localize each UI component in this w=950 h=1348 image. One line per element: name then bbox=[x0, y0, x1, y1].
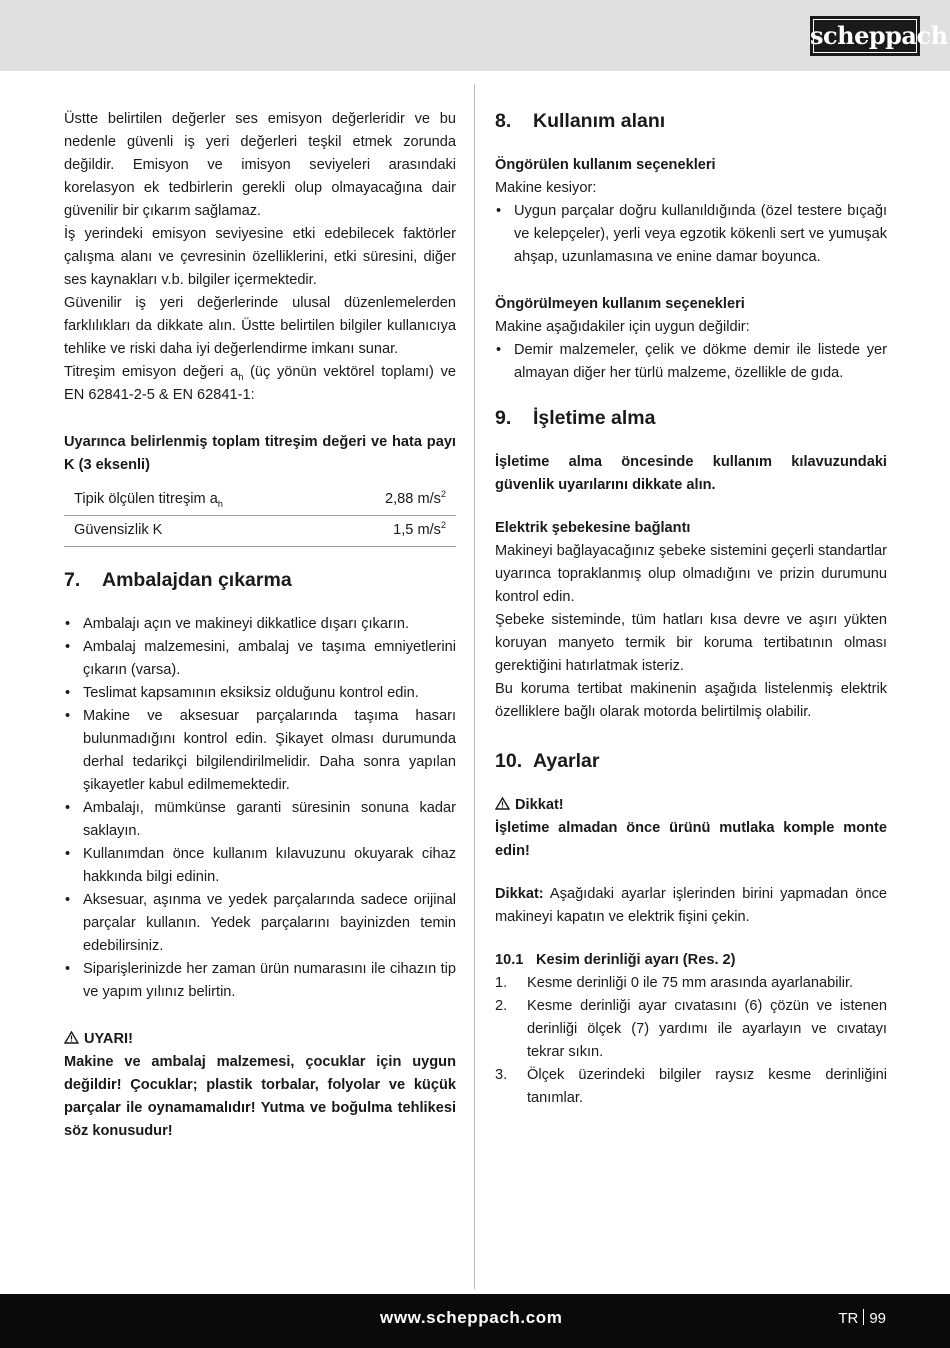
section-number: 7. bbox=[64, 569, 81, 591]
section-number: 8. bbox=[495, 110, 512, 132]
page-number: 99 bbox=[869, 1310, 886, 1327]
page-indicator bbox=[838, 1309, 886, 1327]
electrical-paragraph-2: Şebeke sisteminde, tüm hatları kısa devre ve aşırı yükten koruyan manyeto termik bir koruma tertibatının olması gerektiğini hatırlatmak isteriz. bbox=[495, 612, 887, 674]
left-column bbox=[64, 108, 456, 1143]
intended-use-list bbox=[495, 200, 887, 269]
right-column bbox=[495, 108, 887, 1110]
page-separator bbox=[863, 1309, 864, 1325]
vibration-heading: Uyarınca belirlenmiş toplam titreşim değeri ve hata payı K (3 eksenli) bbox=[64, 434, 456, 473]
vibration-text-a: Titreşim emisyon değeri a bbox=[64, 364, 239, 380]
vibration-table bbox=[64, 485, 456, 547]
electrical-heading: Elektrik şebekesine bağlantı bbox=[495, 520, 691, 536]
section-title: İşletime alma bbox=[533, 407, 656, 429]
subsection-10-1-heading bbox=[495, 949, 887, 972]
section-10-heading bbox=[495, 748, 887, 774]
list-item: • Ambalaj malzemesini, ambalaj ve taşıma emniyetlerini çıkarın (varsa). bbox=[64, 636, 456, 682]
vibration-sub: h bbox=[238, 371, 244, 382]
unpacking-list bbox=[64, 613, 456, 1004]
list-item: 2. Kesme derinliği ayar cıvatasını (6) çözün ve istenen derinliği ölçek (7) yardımı ile ayarlayın ve cıvatayı tekrar sıkın. bbox=[495, 998, 887, 1060]
electrical-paragraph-3: Bu koruma tertibat makinenin aşağıda listelenmiş elektrik özelliklere bağlı olarak motorda belirtilmiş olabilir. bbox=[495, 681, 887, 720]
footer-website-link[interactable]: www.scheppach.com bbox=[380, 1308, 563, 1327]
warning-title: UYARI! bbox=[84, 1031, 133, 1047]
paragraph-factors: İş yerindeki emisyon seviyesine etki edebilecek faktörler çalışma alanı ve çevresinin özelliklerini, etki süresini, diğer ses kaynakları v.b. bilgiler içermektedir. bbox=[64, 226, 456, 288]
list-item: 1. Kesme derinliği 0 ile 75 mm arasında ayarlanabilir. bbox=[495, 975, 854, 991]
caution-text: Aşağıdaki ayarlar işlerinden birini yapmadan önce makineyi kapatın ve elektrik fişini çekin. bbox=[495, 886, 887, 925]
language-code: TR bbox=[838, 1310, 859, 1327]
table-row bbox=[64, 516, 456, 547]
list-item: • Demir malzemeler, çelik ve dökme demir ile listede yer almayan diğer her türlü malzeme, özellikle de gıda. bbox=[495, 339, 887, 385]
list-item: • Aksesuar, aşınma ve yedek parçalarında sadece orijinal parçalar kullanın. Yedek parçalarını bayinizden temin edebilirsiniz. bbox=[64, 889, 456, 958]
intended-use-intro: Makine kesiyor: bbox=[495, 180, 597, 196]
table-cell-value: 2,88 $m/s^2$ bbox=[385, 489, 446, 507]
unintended-use-intro: Makine aşağıdakiler için uygun değildir: bbox=[495, 319, 750, 335]
logo-frame bbox=[813, 19, 917, 53]
intended-use-heading: Öngörülen kullanım seçenekleri bbox=[495, 157, 716, 173]
header-band bbox=[0, 0, 950, 71]
list-item: • Ambalajı açın ve makineyi dikkatlice dışarı çıkarın. bbox=[64, 613, 456, 636]
vibration-text-b: (üç yönün vektörel toplamı) ve EN 62841-2-5 & EN 62841-1: bbox=[64, 364, 456, 403]
paragraph-regulations: Güvenilir iş yeri değerlerinde ulusal düzenlemelerden farklılıkları da dikkate alın. Üstte belirtilen bilgiler kullanıcıya tehlike ve riski daha iyi değerlendirme imkanı sunar. bbox=[64, 295, 456, 357]
unintended-use-list bbox=[495, 339, 887, 385]
electrical-paragraph-1: Makineyi bağlayacağınız şebeke sistemini geçerli standartlar uyarınca topraklanmış olup olmadığını ve prizin durumunu kontrol edin. bbox=[495, 543, 887, 605]
unintended-use-heading: Öngörülmeyen kullanım seçenekleri bbox=[495, 296, 745, 312]
list-item: • Uygun parçalar doğru kullanıldığında (özel testere bıçağı ve kelepçeler), yerli veya egzotik kökenli sert ve yumuşak ahşap, uzunlamasına ve enine damar boyunca. bbox=[495, 200, 887, 269]
list-item: • Kullanımdan önce kullanım kılavuzunu okuyarak cihaz hakkında bilgi edinin. bbox=[64, 843, 456, 889]
section-title: Ayarlar bbox=[533, 750, 600, 772]
warning-icon bbox=[64, 1031, 79, 1044]
footer-bar bbox=[0, 1294, 950, 1348]
attention-title: Dikkat! bbox=[515, 797, 564, 813]
table-row bbox=[64, 485, 456, 516]
caution-note bbox=[495, 883, 887, 929]
warning-heading bbox=[64, 1028, 456, 1051]
table-cell-value: 1,5 $m/s^2$ bbox=[329, 516, 456, 547]
attention-heading bbox=[495, 794, 887, 817]
cut-depth-steps bbox=[495, 972, 887, 1110]
section-8-heading bbox=[495, 108, 887, 134]
subsection-number: 10.1 bbox=[495, 952, 524, 968]
section-9-heading bbox=[495, 405, 887, 431]
warning-icon bbox=[495, 797, 510, 810]
table-cell-label: Güvensizlik K bbox=[64, 516, 329, 547]
section-title: Kullanım alanı bbox=[533, 110, 666, 132]
attention-text: İşletime almadan önce ürünü mutlaka komple monte edin! bbox=[495, 820, 887, 859]
column-divider bbox=[474, 84, 475, 1289]
section-title: Ambalajdan çıkarma bbox=[102, 569, 292, 591]
warning-text: Makine ve ambalaj malzemesi, çocuklar için uygun değildir! Çocuklar; plastik torbalar, folyolar ve küçük parçalar ile oynamamalıdır! Yutma ve boğulma tehlikesi söz konusudur! bbox=[64, 1054, 456, 1139]
list-item: • Siparişlerinizde her zaman ürün numarasını ile cihazın tip ve yapım yılınız belirtin. bbox=[64, 958, 456, 1004]
table-cell-label: Tipik ölçülen titreşim $a_h$ bbox=[74, 491, 223, 509]
subsection-title: Kesim derinliği ayarı (Res. 2) bbox=[536, 952, 736, 968]
caution-label: Dikkat: bbox=[495, 886, 544, 902]
section-number: 9. bbox=[495, 407, 512, 429]
list-item: • Ambalajı, mümkünse garanti süresinin sonuna kadar saklayın. bbox=[64, 797, 456, 843]
section-number: 10. bbox=[495, 750, 523, 772]
list-item: • Makine ve aksesuar parçalarında taşıma hasarı bulunmadığını kontrol edin. Şikayet olması durumunda derhal tedarikçi bilgilendirilmelidir. Daha sonra yapılan şikayetler kabul edilmemektedir. bbox=[64, 705, 456, 797]
logo-text: scheppach bbox=[810, 21, 948, 50]
section-7-heading bbox=[64, 567, 456, 593]
brand-logo bbox=[810, 16, 948, 56]
paragraph-vibration bbox=[64, 361, 456, 407]
list-item: • Teslimat kapsamının eksiksiz olduğunu kontrol edin. bbox=[64, 682, 456, 705]
list-item: 3. Ölçek üzerindeki bilgiler raysız kesme derinliğini tanımlar. bbox=[495, 1067, 887, 1106]
paragraph-emission: Üstte belirtilen değerler ses emisyon değerleridir ve bu nedenle güvenli iş yeri değerleri teşkil etmek zorunda değildir. Emisyon ve imisyon seviyeleri arasındaki korelasyon ek tedbirlerin gerekli olup olmayacağına dair güvenilir bir çıkarım sağlamaz. bbox=[64, 111, 456, 219]
commissioning-note: İşletime alma öncesinde kullanım kılavuzundaki güvenlik uyarılarını dikkate alın. bbox=[495, 454, 887, 493]
